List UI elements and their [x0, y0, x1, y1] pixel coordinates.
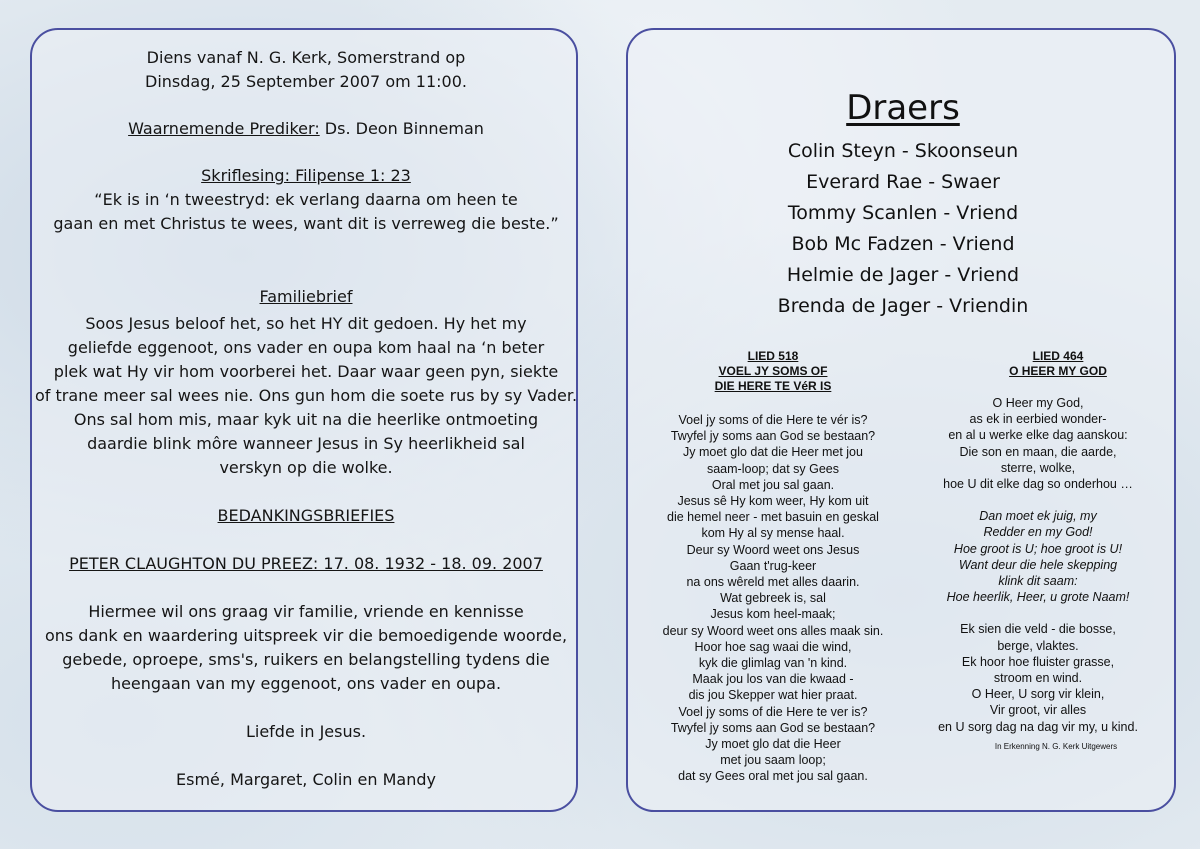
chorus-line: klink dit saam: — [998, 574, 1078, 589]
lyric-line: O Heer, U sorg vir klein, — [971, 687, 1105, 702]
lyric-line: saam-loop; dat sy Gees — [706, 461, 839, 476]
lyric-line: Jy moet glo dat die Heer met jou — [683, 445, 863, 460]
lyric-line: en U sorg dag na dag vir my, u kind. — [938, 719, 1138, 734]
stanza-gap — [923, 492, 1153, 508]
lyric-line: Twyfel jy soms aan God se bestaan? — [670, 720, 876, 735]
lyric-line: as ek in eerbied wonder- — [969, 412, 1107, 427]
lyric-line: Hoor hoe sag waai die wind, — [694, 639, 852, 654]
lyric-line: en al u werke elke dag aanskou: — [948, 428, 1128, 443]
lyric-line: kyk die glimlag van 'n kind. — [698, 656, 848, 671]
right-page-panel — [626, 28, 1176, 812]
reading-heading — [32, 164, 580, 188]
family-letter-heading — [32, 285, 580, 309]
reading-line-1: “Ek is in ‘n tweestryd: ek verlang daarna om heen te — [94, 190, 518, 209]
lyric-line: Ek hoor hoe fluister grasse, — [961, 654, 1115, 669]
song-518-number: LIED 518 — [747, 349, 799, 363]
chorus-line: Dan moet ek juig, my — [979, 509, 1097, 524]
family-letter-heading-text: Familiebrief — [259, 287, 353, 306]
deceased-name-dates: PETER CLAUGHTON DU PREEZ: 17. 08. 1932 - 18. 09. 2007 — [69, 554, 543, 573]
bearer-item: Brenda de Jager - Vriendin — [777, 295, 1029, 317]
song-518-lyrics — [643, 412, 903, 785]
family-letter-line: verskyn op die wolke. — [219, 458, 393, 477]
family-letter-line: of trane meer sal wees nie. Ons gun hom die soete rus by sy Vader. — [34, 386, 578, 405]
lyric-line: O Heer my God, — [992, 396, 1084, 410]
family-letter-line: Soos Jesus beloof het, so het HY dit gedoen. Hy het my — [85, 314, 527, 333]
lyric-line: Vir groot, vir alles — [989, 703, 1087, 718]
preacher-label: Waarnemende Prediker: — [128, 119, 320, 138]
lyric-line: Deur sy Woord weet ons Jesus — [686, 542, 860, 557]
song-464-heading — [948, 349, 1168, 379]
lyric-line: Jy moet glo dat die Heer — [705, 737, 841, 752]
lyric-line: Voel jy soms of die Here te vér is? — [678, 413, 868, 427]
chorus-line: Hoe heerlik, Heer, u grote Naam! — [946, 590, 1130, 605]
thanks-line: heengaan van my eggenoot, ons vader en oupa. — [110, 674, 502, 693]
lyric-line: Jesus sê Hy kom weer, Hy kom uit — [677, 494, 869, 509]
bearer-item: Tommy Scanlen - Vriend — [787, 202, 1019, 224]
family-letter-line: daardie blink môre wanneer Jesus in Sy heerlikheid sal — [87, 434, 525, 453]
lyric-line: stroom en wind. — [993, 671, 1083, 686]
stanza-gap — [923, 605, 1153, 621]
family-letter-line: plek wat Hy vir hom voorberei het. Daar waar geen pyn, siekte — [53, 362, 559, 381]
lyric-line: Die son en maan, die aarde, — [959, 444, 1117, 459]
thanks-heading-text: BEDANKINGSBRIEFIES — [217, 506, 395, 525]
lyric-line: Jesus kom heel-maak; — [710, 607, 836, 622]
lyric-line: kom Hy al sy mense haal. — [701, 526, 845, 541]
bearers-list — [628, 136, 1178, 322]
song-464-number: LIED 464 — [1032, 349, 1084, 363]
reading-line-2: gaan en met Christus te wees, want dit is verreweg die beste.” — [53, 214, 559, 233]
left-page-panel — [30, 28, 578, 812]
song-518-heading — [678, 349, 868, 394]
reading-label: Skriflesing: Filipense 1: 23 — [201, 166, 411, 185]
closing-line: Liefde in Jesus. — [245, 722, 367, 741]
family-letter-line: geliefde eggenoot, ons vader en oupa kom haal na ‘n beter — [67, 338, 545, 357]
lyric-line: met jou saam loop; — [720, 753, 826, 768]
chorus-line: Hoe groot is U; hoe groot is U! — [953, 541, 1123, 556]
publisher-credit: In Erkenning N. G. Kerk Uitgewers — [994, 742, 1118, 751]
thanks-line: Hiermee wil ons graag vir familie, vriende en kennisse — [88, 602, 524, 621]
thanks-heading — [32, 504, 580, 528]
service-line-1: Diens vanaf N. G. Kerk, Somerstrand op — [146, 48, 466, 67]
family-letter-line: Ons sal hom mis, maar kyk uit na die heerlike ontmoeting — [73, 410, 539, 429]
thanks-line: ons dank en waardering uitspreek vir die bemoedigende woorde, — [44, 626, 568, 645]
bearer-item: Helmie de Jager - Vriend — [786, 264, 1020, 286]
thanks-line: gebede, oproepe, sms's, ruikers en belangstelling tydens die — [62, 650, 550, 669]
lyric-line: Maak jou los van die kwaad - — [692, 672, 854, 687]
song-464-title: O HEER MY GOD — [1009, 364, 1107, 378]
song-518-title-line-2: DIE HERE TE VéR IS — [714, 379, 832, 393]
lyric-line: dis jou Skepper wat hier praat. — [688, 688, 858, 703]
chorus-line: Want deur die hele skepping — [958, 557, 1118, 572]
deceased-line — [32, 552, 580, 576]
chorus-line: Redder en my God! — [983, 525, 1093, 540]
preacher-name: Ds. Deon Binneman — [324, 119, 484, 138]
lyric-line: sterre, wolke, — [1000, 460, 1076, 475]
lyric-line: die hemel neer - met basuin en geskal — [667, 510, 879, 525]
bearer-item: Everard Rae - Swaer — [806, 171, 1000, 193]
bearers-title: Draers — [846, 88, 960, 128]
lyric-line: hoe U dit elke dag so onderhou … — [943, 477, 1133, 492]
service-line-2: Dinsdag, 25 September 2007 om 11:00. — [145, 72, 467, 91]
lyric-line: Wat gebreek is, sal — [720, 591, 826, 606]
bearer-item: Colin Steyn - Skoonseun — [787, 140, 1019, 162]
preacher-line — [32, 117, 580, 141]
lyric-line: Ek sien die veld - die bosse, — [960, 622, 1116, 637]
bearer-item: Bob Mc Fadzen - Vriend — [791, 233, 1015, 255]
lyric-line: deur sy Woord weet ons alles maak sin. — [662, 623, 884, 638]
lyric-line: Voel jy soms of die Here te ver is? — [678, 704, 868, 719]
signatories: Esmé, Margaret, Colin en Mandy — [176, 770, 436, 789]
song-464-lyrics — [923, 395, 1153, 735]
lyric-line: berge, vlaktes. — [997, 638, 1079, 653]
lyric-line: na ons wêreld met alles daarin. — [686, 575, 860, 590]
lyric-line: Oral met jou sal gaan. — [711, 477, 835, 492]
lyric-line: Twyfel jy soms aan God se bestaan? — [670, 429, 876, 444]
song-518-title-line-1: VOEL JY SOMS OF — [718, 364, 828, 378]
lyric-line: Gaan t'rug-keer — [729, 558, 817, 573]
lyric-line: dat sy Gees oral met jou sal gaan. — [678, 769, 868, 784]
